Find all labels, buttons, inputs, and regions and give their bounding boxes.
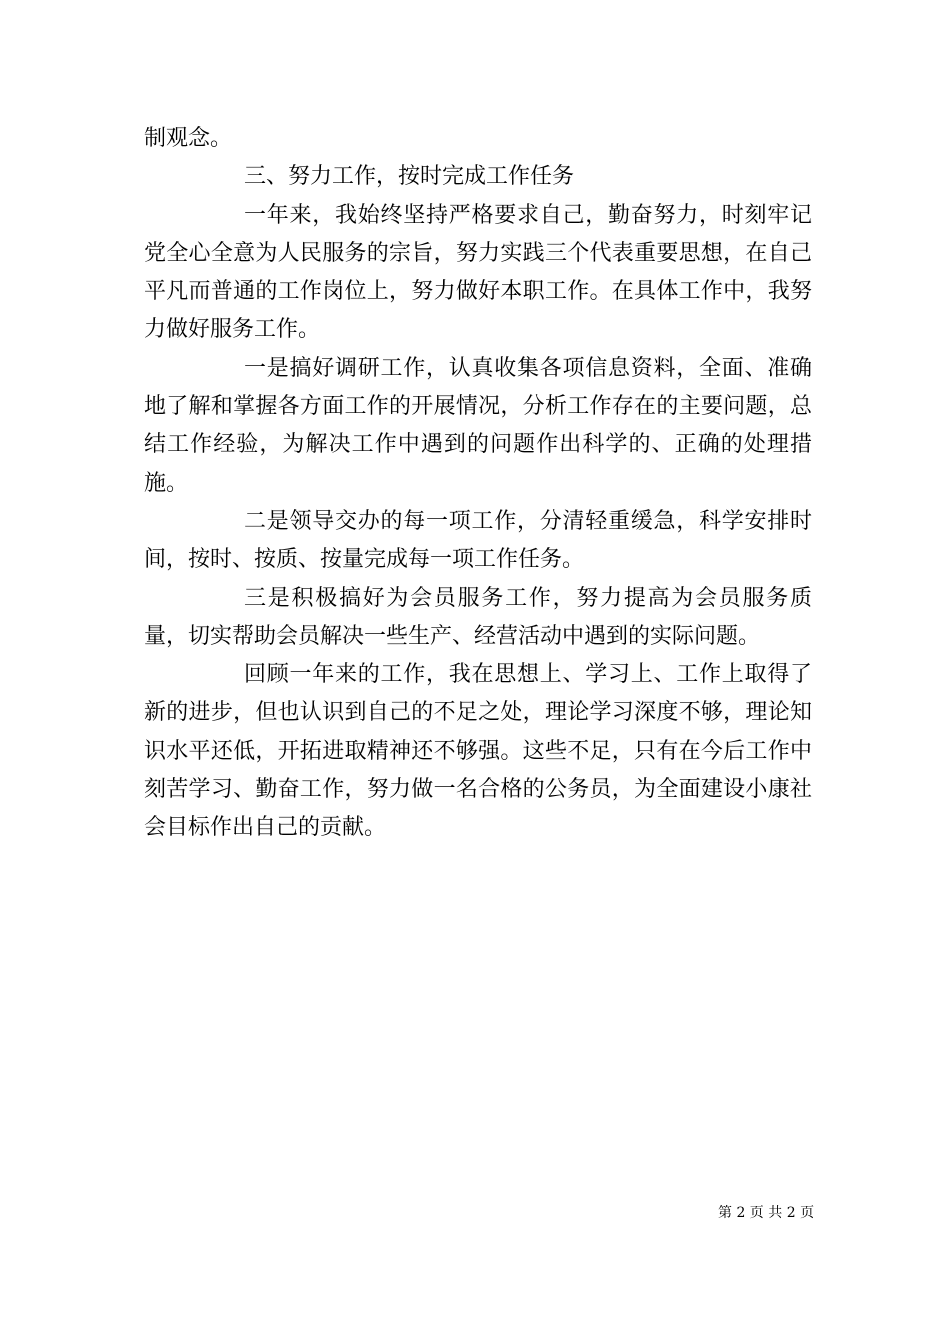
document-body [144,120,812,848]
paragraph-continuation: 制观念。 [144,126,233,151]
paragraph: 回顾一年来的工作，我在思想上、学习上、工作上取得了新的进步，但也认识到自己的不足之处，理论学习深度不够，理论知识水平还低，开拓进取精神还不够强。这些不足，只有在今后工作中刻苦学习、勤奋工作，努力做一名合格的公务员，为全面建设小康社会目标作出自己的贡献。 [144,662,812,841]
section-heading: 三、努力工作，按时完成工作任务 [244,164,575,190]
paragraph: 二是领导交办的每一项工作，分清轻重缓急，科学安排时间，按时、按质、按量完成每一项工作任务。 [144,508,812,573]
paragraph: 一年来，我始终坚持严格要求自己，勤奋努力，时刻牢记党全心全意为人民服务的宗旨，努力实践三个代表重要思想，在自己平凡而普通的工作岗位上，努力做好本职工作。在具体工作中，我努力做好服务工作。 [144,202,812,343]
paragraph: 三是积极搞好为会员服务工作，努力提高为会员服务质量，切实帮助会员解决一些生产、经营活动中遇到的实际问题。 [144,585,812,649]
page-footer: 第 2 页 共 2 页 [718,1205,815,1221]
paragraph: 一是搞好调研工作，认真收集各项信息资料，全面、准确地了解和掌握各方面工作的开展情况，分析工作存在的主要问题，总结工作经验，为解决工作中遇到的问题作出科学的、正确的处理措施。 [144,355,812,496]
